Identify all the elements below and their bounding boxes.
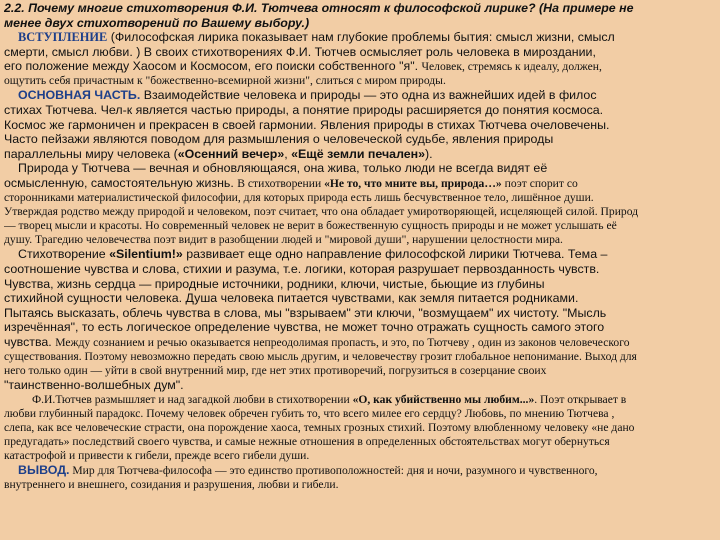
love-line: катастрофой и привести к гибели, прежде всего гибели души.	[4, 449, 310, 463]
title-line: менее двух стихотворений по Вашему выбору.)	[4, 15, 310, 30]
love-line: слепа, как все человеческие страсти, она порождение хаоса, темных грозных стихий. Поэтому влюбленному человеку «не дано	[4, 421, 635, 435]
silentium-line: чувства.	[4, 334, 52, 349]
silentium-line: Пытаясь высказать, облечь чувства в слова, мы "взрываем" эти ключи, "возмущаем" их чистоту. "Мысль	[4, 305, 607, 320]
conclusion-line: внутреннего и внешнего, созидания и разрушения, любви и гибели.	[4, 478, 339, 492]
main-section: ОСНОВНАЯ ЧАСТЬ. Взаимодействие человека и природы — это одна из важнейших идей в филос стихах Тютчева. Чел-к является частью природы, а понятие природы расширяется до понятия космоса. Космос же гармоничен и прекрасен в своей гармонии. Явления природы в стихах Тютчева очеловечены. Часто пейзажи являются поводом для размышления о человеческой судьбе, явления природы параллельны миру человека («Осенний вечер», «Ещё земли печален»).	[4, 88, 716, 161]
question-title	[4, 0, 716, 30]
conclusion-heading: ВЫВОД.	[18, 463, 70, 478]
intro-line: его положение между Хаосом и Космосом, его поиски собственного "я".	[4, 59, 419, 74]
poem-title: «Ещё земли печален»	[291, 146, 426, 161]
nature-line: Утверждая родство между природой и человеком, поэт считает, что она обладает умиротворяющей, исцеляющей силой. Природ	[4, 205, 639, 219]
nature-line: осмысленную, самостоятельную жизнь.	[4, 175, 234, 190]
nature-line: Природа у Тютчева — вечная и обновляющаяся, она жива, только люди не всегда видят её	[18, 161, 548, 176]
silentium-line: Чувства, жизнь сердца — природные источники, родники, ключи, чистые, бьющие из глубины	[4, 276, 545, 291]
nature-line: душу. Трагедию человечества поэт видит в разобщении людей и "мировой души", нарушении целостности мира.	[4, 233, 563, 247]
title-line: 2.2. Почему многие стихотворения Ф.И. Тютчева относят к философской лирике? (На примере не	[4, 1, 634, 15]
love-line: Ф.И.Тютчев размышляет и над загадкой любви в стихотворении	[32, 392, 350, 406]
silentium-serif: Между сознанием и речью оказывается непреодолимая пропасть, и это, по Тютчеву , один из законов человеческого	[55, 335, 630, 349]
nature-section: Природа у Тютчева — вечная и обновляющаяся, она жива, только люди не всегда видят её осмысленную, самостоятельную жизнь. В стихотворении «Не то, что мните вы, природа…» поэт спорит со сторонниками материалистической философии, для которых природа есть лишь бесчувственное тело, лишённое души. Утверждая родство между природой и человеком, поэт считает, что она обладает умиротворяющей, исцеляющей силой. Природ — творец мысли и красоты. Но современный человек не верит в божественную сущность природы и не может услышать её душу. Трагедию человечества поэт видит в разобщении людей и "мировой души", нарушении целостности мира.	[4, 161, 716, 247]
main-line: стихах Тютчева. Чел-к является частью природы, а понятие природы расширяется до понятия космоса.	[4, 102, 604, 117]
intro-line: ощутить себя причастным к "божественно-всемирной жизни", слиться с миром природы.	[4, 74, 446, 88]
love-section: Ф.И.Тютчев размышляет и над загадкой любви в стихотворении «О, как убийственно мы любим...». Поэт открывает в любви глубинный парадокс. Почему человек обречен губить то, что всего милее его сердцу? Любовь, по мнению Тютчева , слепа, как все человеческие страсти, она порождение хаоса, темных грозных стихий. Поэтому влюбленному человеку «не дано предугадать» последствий своего чувства, и самые нежные отношения в определенных обстоятельствах могут обернуться катастрофой и привести к гибели, прежде всего гибели души.	[4, 393, 716, 463]
nature-line: — творец мысли и красоты. Но современный человек не верит в божественную сущность природы и не может услышать её	[4, 219, 617, 233]
silentium-line: соотношение чувства и слова, стихии и разума, т.е. логики, которая разрушает первозданность чувств.	[4, 262, 600, 276]
love-line: любви глубинный парадокс. Почему человек обречен губить то, что всего милее его сердцу? Любовь, по мнению Тютчева ,	[4, 406, 615, 420]
nature-line: сторонниками материалистической философии, для которых природа есть лишь бесчувственное тело, лишённое души.	[4, 191, 594, 205]
poem-title: «Silentium!»	[109, 247, 183, 262]
intro-heading: ВСТУПЛЕНИЕ	[18, 30, 108, 44]
intro-line: (Философская лирика показывает нам глубокие проблемы бытия: смысл жизни, смысл	[110, 30, 615, 44]
poem-title: «Осенний вечер»	[177, 146, 285, 161]
poem-title: «Не то, что мните вы, природа…»	[324, 176, 502, 190]
main-line: Часто пейзажи являются поводом для размышления о человеческой судьбе, явления природы	[4, 132, 554, 147]
silentium-line: стихийной сущности человека. Душа человека питается чувствами, как земля питается родниками.	[4, 291, 579, 306]
conclusion-line: Мир для Тютчева-философа — это единство противоположностей: дня и ночи, разумного и чувственного,	[72, 464, 598, 478]
main-line: Космос же гармоничен и прекрасен в своей гармонии. Явления природы в стихах Тютчева очеловечены.	[4, 117, 610, 132]
love-line: предугадать» последствий своего чувства, и самые нежные отношения в определенных обстоятельствах могут обернуться	[4, 435, 610, 449]
intro-section	[4, 30, 716, 88]
intro-line: смерти, смысл любви. ) В своих стихотворениях Ф.И. Тютчев осмысляет роль человека в мироздании,	[4, 44, 596, 59]
silentium-line: существования. Поэтому невозможно передать свою мысль другим, и человечеству грозит глобальное непонимание. Выход для	[4, 350, 637, 364]
main-line: параллельны миру человека (	[4, 146, 178, 161]
conclusion-section	[4, 463, 716, 492]
poem-title: «О, как убийственно мы любим...»	[352, 392, 535, 406]
main-heading: ОСНОВНАЯ ЧАСТЬ.	[18, 88, 141, 103]
main-line: Взаимодействие человека и природы — это одна из важнейших идей в филос	[143, 88, 597, 103]
intro-serif-tail: Человек, стремясь к идеалу, должен,	[421, 60, 602, 74]
silentium-line: него только один — уйти в свой внутренний мир, где нет этих противоречий, погрузиться в созерцание своих	[4, 364, 547, 378]
silentium-line: "таинственно-волшебных дум".	[4, 378, 184, 393]
silentium-line: развивает еще одно направление философской лирики Тютчева. Тема –	[186, 247, 608, 262]
silentium-section: Стихотворение «Silentium!» развивает еще одно направление философской лирики Тютчева. Тема – соотношение чувства и слова, стихии и разума, т.е. логики, которая разрушает первозданность чувств. Чувства, жизнь сердца — природные источники, родники, ключи, чистые, бьющие из глубины стихийной сущности человека. Душа человека питается чувствами, как земля питается родниками. Пытаясь высказать, облечь чувства в слова, мы "взрываем" эти ключи, "возмущаем" их чистоту. "Мысль изречённая", то есть логическое определение чувства, не может точно отражать сущность самого этого чувства. Между сознанием и речью оказывается непреодолимая пропасть, и это, по Тютчеву , один из законов человеческого существования. Поэтому невозможно передать свою мысль другим, и человечеству грозит глобальное непонимание. Выход для него только один — уйти в свой внутренний мир, где нет этих противоречий, погрузиться в созерцание своих "таинственно-волшебных дум".	[4, 247, 716, 392]
silentium-line: изречённая", то есть логическое определение чувства, не может точно отражать сущность самого этого	[4, 320, 605, 335]
